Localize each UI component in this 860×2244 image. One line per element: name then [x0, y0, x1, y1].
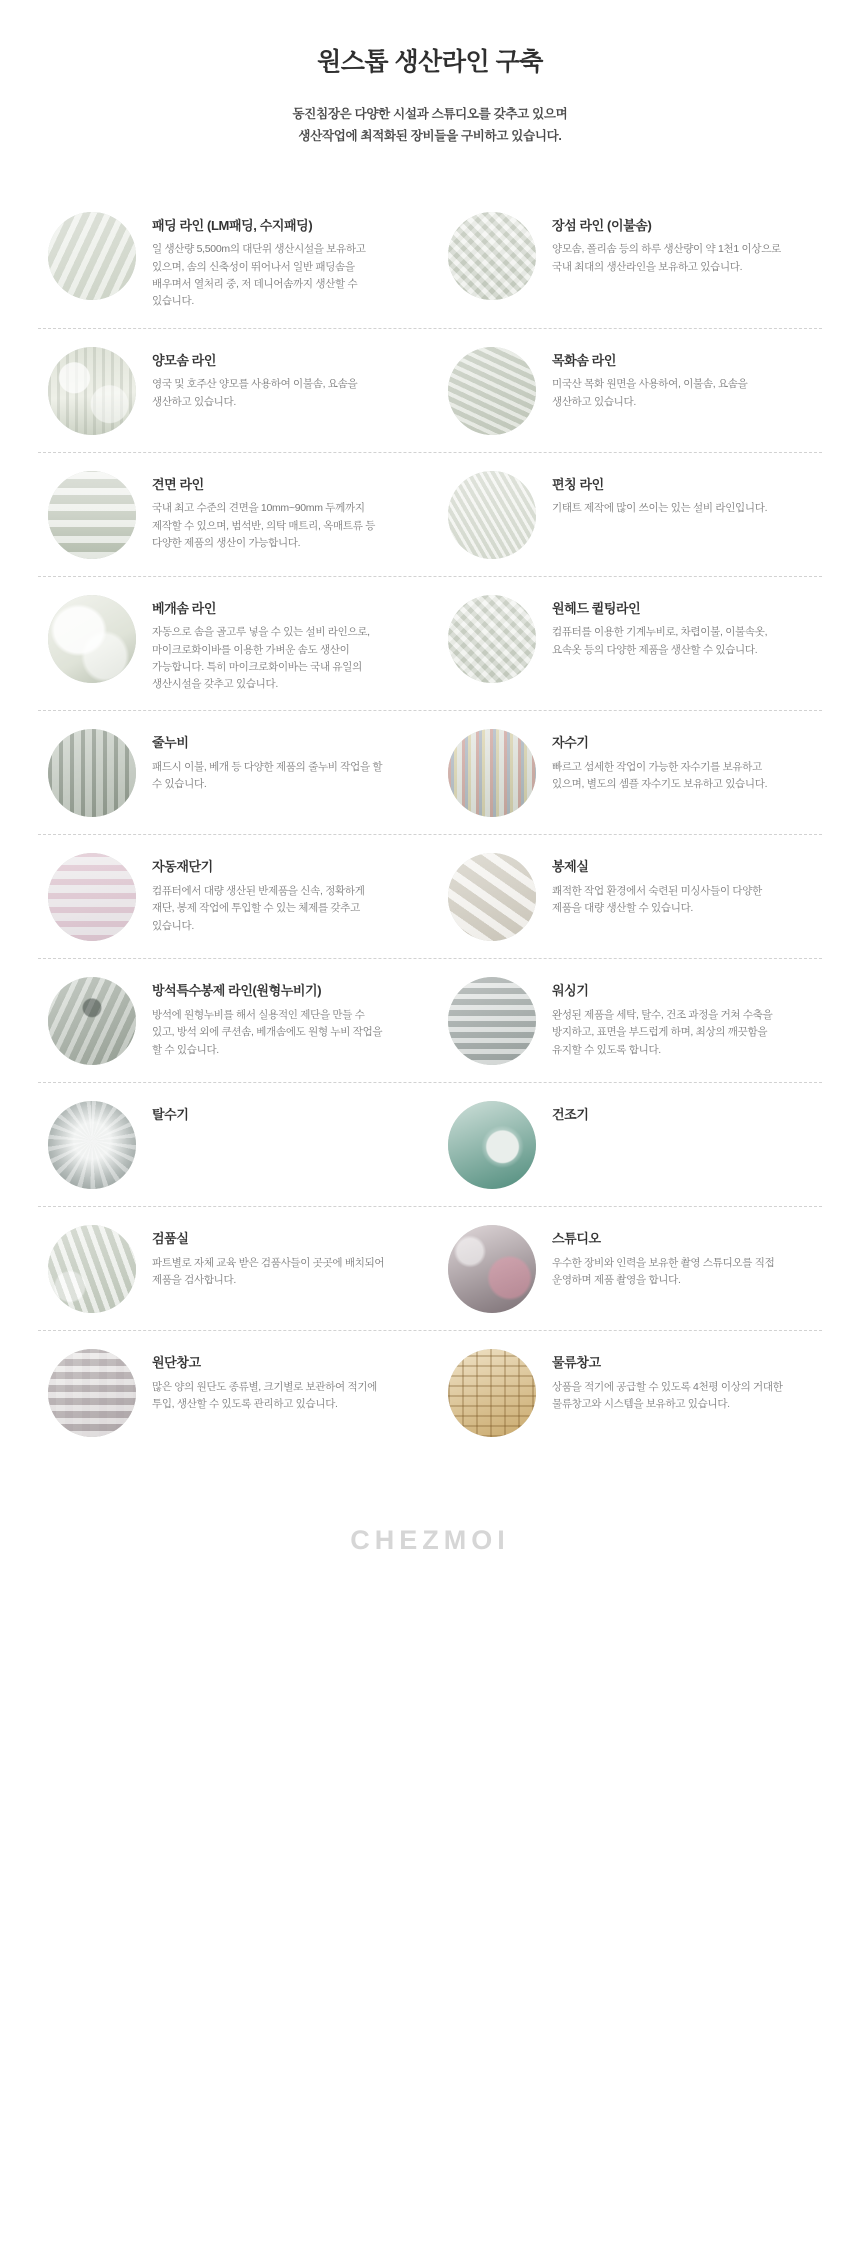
facility-item — [430, 1225, 830, 1313]
line-quilting-image — [48, 729, 136, 817]
facility-row — [30, 577, 830, 712]
studio-image — [448, 1225, 536, 1313]
facility-title: 장섬 라인 (이불솜) — [552, 217, 652, 233]
facility-desc: 미국산 목화 원면을 사용하여, 이불솜, 요솜을 생산하고 있습니다. — [552, 378, 748, 408]
facility-item — [430, 471, 830, 559]
facility-title: 목화솜 라인 — [552, 352, 617, 368]
facility-title: 검품실 — [152, 1231, 189, 1247]
facility-row — [30, 711, 830, 835]
facility-photo — [48, 977, 136, 1065]
logistics-warehouse-image — [448, 1349, 536, 1437]
facility-title: 탈수기 — [152, 1107, 189, 1123]
facility-row — [30, 194, 830, 329]
facility-text — [536, 595, 786, 659]
spin-dryer-image — [48, 1101, 136, 1189]
facility-item — [430, 347, 830, 435]
facility-title: 베개솜 라인 — [152, 600, 217, 616]
facility-title: 원헤드 퀼팅라인 — [552, 600, 641, 616]
facility-desc: 국내 최고 수준의 견면을 10mm~90mm 두께까지 제작할 수 있으며, 범석반, 의탁 매트리, 옥매트류 등 다양한 제품의 생산이 가능합니다. — [152, 502, 376, 549]
facility-item — [30, 347, 430, 435]
page-title: 원스톱 생산라인 구축 — [317, 48, 543, 76]
facility-item — [430, 1101, 830, 1189]
facility-photo — [48, 471, 136, 559]
brand-logo: CHEZMOI — [350, 1525, 510, 1556]
facility-item — [430, 729, 830, 817]
facility-item — [30, 977, 430, 1065]
subtitle-line-2: 생산작업에 최적화된 장비들을 구비하고 있습니다. — [298, 128, 562, 143]
facility-desc: 완성된 제품을 세탁, 탈수, 건조 과정을 거쳐 수축을 방지하고, 표면을 부드럽게 하며, 최상의 깨끗함을 유지할 수 있도록 합니다. — [552, 1009, 773, 1056]
facility-title: 봉제실 — [552, 859, 589, 875]
facility-text — [536, 212, 786, 276]
facility-photo — [48, 729, 136, 817]
facility-text — [136, 212, 386, 311]
facility-text — [136, 1101, 386, 1131]
facility-photo — [448, 347, 536, 435]
facility-title: 원단창고 — [152, 1355, 201, 1371]
facility-row — [30, 329, 830, 453]
facility-text — [136, 1349, 386, 1413]
facility-text — [536, 347, 786, 411]
facility-row — [30, 1207, 830, 1331]
facility-text — [536, 729, 786, 793]
facility-title: 자동재단기 — [152, 859, 213, 875]
facility-text — [136, 853, 386, 935]
facility-title: 방석특수봉제 라인(원형누비기) — [152, 983, 322, 999]
facility-desc: 많은 양의 원단도 종류별, 크기별로 보관하여 적기에 투입, 생산할 수 있도록 관리하고 있습니다. — [152, 1381, 378, 1411]
facility-title: 자수기 — [552, 735, 589, 751]
facility-text — [536, 977, 786, 1059]
facility-desc: 파트별로 자체 교육 받은 검품사들이 곳곳에 배치되어 제품을 검사합니다. — [152, 1257, 385, 1287]
facility-desc: 영국 및 호주산 양모를 사용하여 이불솜, 요솜을 생산하고 있습니다. — [152, 378, 358, 408]
facility-item — [30, 471, 430, 559]
facility-photo — [48, 1349, 136, 1437]
facility-title: 양모솜 라인 — [152, 352, 217, 368]
fabric-warehouse-image — [48, 1349, 136, 1437]
facility-photo — [48, 1101, 136, 1189]
facility-photo — [48, 595, 136, 683]
facility-desc: 기태트 제작에 많이 쓰이는 있는 설비 라인입니다. — [552, 502, 768, 515]
facility-item — [30, 1225, 430, 1313]
facility-text — [536, 1225, 786, 1289]
facility-desc: 컴퓨터에서 대량 생산된 반제품을 신속, 정확하게 재단, 봉제 작업에 투입할 수 있는 체제를 갖추고 있습니다. — [152, 885, 365, 932]
facility-item — [30, 853, 430, 941]
facility-item — [430, 853, 830, 941]
facility-text — [136, 1225, 386, 1289]
facility-photo — [448, 977, 536, 1065]
facility-row — [30, 959, 830, 1083]
facility-text — [136, 471, 386, 553]
facility-text — [136, 595, 386, 694]
facility-photo — [448, 1101, 536, 1189]
facility-photo — [448, 471, 536, 559]
facility-desc: 우수한 장비와 인력을 보유한 촬영 스튜디오를 직접 운영하며 제품 촬영을 합니다. — [552, 1257, 775, 1287]
facility-text — [536, 1101, 786, 1131]
facility-photo — [448, 1225, 536, 1313]
facility-desc: 패드시 이불, 베개 등 다양한 제품의 줄누비 작업을 할 수 있습니다. — [152, 761, 383, 791]
facility-photo — [448, 595, 536, 683]
facility-title: 스튜디오 — [552, 1231, 601, 1247]
facility-row — [30, 835, 830, 959]
facility-item — [30, 1349, 430, 1437]
facility-photo — [448, 212, 536, 300]
facility-desc: 양모솜, 폴리솜 등의 하루 생산량이 약 1천1 이상으로 국내 최대의 생산라인을 보유하고 있습니다. — [552, 243, 781, 273]
facility-text — [536, 471, 786, 518]
facility-photo — [48, 1225, 136, 1313]
page-footer — [0, 1525, 860, 1616]
facility-item — [430, 977, 830, 1065]
facility-title: 줄누비 — [152, 735, 189, 751]
dryer-image — [448, 1101, 536, 1189]
facility-photo — [48, 853, 136, 941]
cushion-special-sewing-image — [48, 977, 136, 1065]
punching-line-image — [448, 471, 536, 559]
facility-title: 편칭 라인 — [552, 476, 604, 492]
facility-row — [30, 1331, 830, 1455]
facility-text — [536, 853, 786, 917]
pillow-line-image — [48, 595, 136, 683]
facility-title: 패딩 라인 (LM패딩, 수지패딩) — [152, 217, 313, 233]
one-head-quilting-image — [448, 595, 536, 683]
facility-item — [30, 595, 430, 694]
facility-desc: 상품을 적기에 공급할 수 있도록 4천평 이상의 거대한 물류창고와 시스템을 보유하고 있습니다. — [552, 1381, 783, 1411]
facility-row — [30, 453, 830, 577]
facility-title: 건조기 — [552, 1107, 589, 1123]
facility-item — [30, 729, 430, 817]
wool-line-image — [48, 347, 136, 435]
facility-row — [30, 1083, 830, 1207]
silk-line-image — [48, 471, 136, 559]
facility-photo — [448, 1349, 536, 1437]
facility-text — [536, 1349, 786, 1413]
long-fiber-line-image — [448, 212, 536, 300]
facility-title: 물류창고 — [552, 1355, 601, 1371]
facility-desc: 일 생산량 5,500m의 대단위 생산시설을 보유하고 있으며, 솜의 신축성이 뛰어나서 일반 패딩솜을 배우며서 열처리 중, 저 데니어솜까지 생산할 수 있습니다. — [152, 243, 366, 308]
facility-desc: 자동으로 솜을 골고루 넣을 수 있는 설비 라인으로, 마이크로화이바를 이용한 가벼운 솜도 생산이 가능합니다. 특히 마이크로화이바는 국내 유일의 생산시설을 갖추고 있습니다. — [152, 626, 370, 691]
padding-line-image — [48, 212, 136, 300]
facility-title: 견면 라인 — [152, 476, 204, 492]
facility-desc: 쾌적한 작업 환경에서 숙련된 미싱사들이 다양한 제품을 대량 생산할 수 있습니다. — [552, 885, 762, 915]
facility-item — [430, 212, 830, 311]
facility-item — [430, 595, 830, 694]
facility-text — [136, 977, 386, 1059]
facility-text — [136, 729, 386, 793]
page-header — [0, 0, 860, 148]
page-subtitle — [0, 104, 860, 148]
embroidery-machine-image — [448, 729, 536, 817]
facility-grid — [30, 194, 830, 1456]
facility-desc: 빠르고 섬세한 작업이 가능한 자수기를 보유하고 있으며, 별도의 셈플 자수기도 보유하고 있습니다. — [552, 761, 768, 791]
cotton-line-image — [448, 347, 536, 435]
facility-item — [430, 1349, 830, 1437]
subtitle-line-1: 동진침장은 다양한 시설과 스튜디오를 갖추고 있으며 — [292, 107, 568, 121]
facility-item — [30, 1101, 430, 1189]
auto-cutter-image — [48, 853, 136, 941]
facility-photo — [448, 853, 536, 941]
facility-title: 워싱기 — [552, 983, 589, 999]
facility-photo — [48, 347, 136, 435]
facility-item — [30, 212, 430, 311]
facility-desc: 컴퓨터를 이용한 기계누비로, 차렵이불, 이불속옷, 요속옷 등의 다양한 제품을 생산할 수 있습니다. — [552, 626, 768, 656]
inspection-room-image — [48, 1225, 136, 1313]
facility-photo — [48, 212, 136, 300]
facility-text — [136, 347, 386, 411]
washing-machine-image — [448, 977, 536, 1065]
sewing-room-image — [448, 853, 536, 941]
facility-desc: 방석에 원형누비를 해서 실용적인 제단을 만들 수 있고, 방석 외에 쿠션솜, 베개솜에도 원형 누비 작업을 할 수 있습니다. — [152, 1009, 383, 1056]
facility-photo — [448, 729, 536, 817]
